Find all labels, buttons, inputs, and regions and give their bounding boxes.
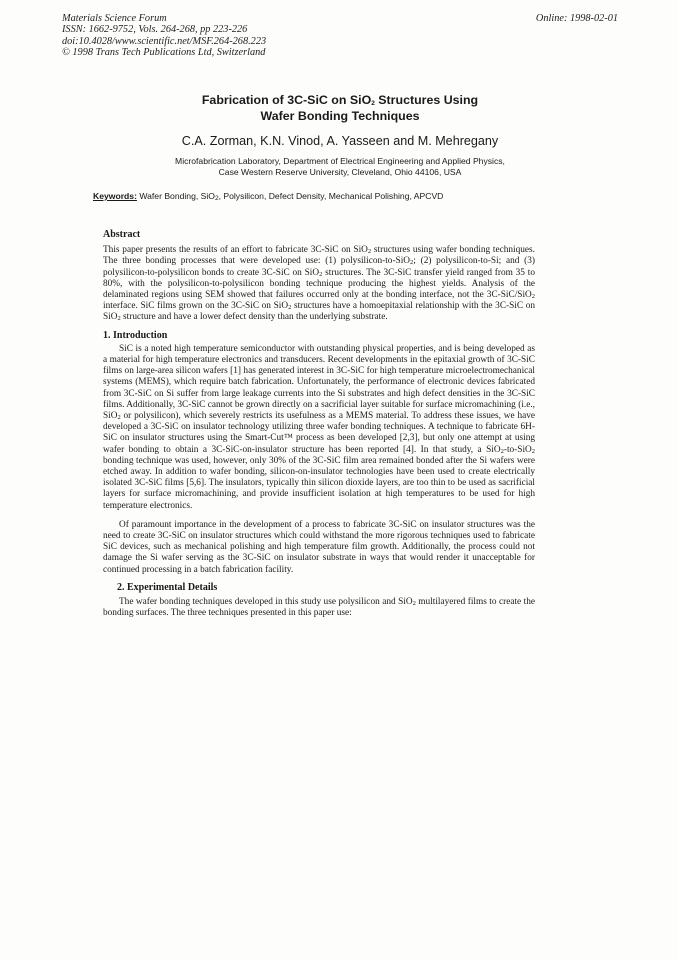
abstract-paragraph: This paper presents the results of an effort to fabricate 3C-SiC on SiO$_2$ structures using wafer bonding techniques. The three bonding processes that were developed use: (1) polysilicon-to-SiO$_2$; (2) polysilicon-to-Si; and (3) polysilicon-to-polysilicon bonds to create 3C-SiC on SiO$_2$ structures. The 3C-SiC transfer yield ranged from 35 to 80%, with the polysilicon-to-polysilicon bonding technique producing the highest yields. Analysis of the delaminated regions using SEM showed that failures occurred only at the bonding interface, not the 3C-SiC/SiO$_2$ interface. SiC films grown on the 3C-SiC on SiO$_2$ structures have a homoepitaxial relationship with the 3C-SiC on SiO$_2$ structure and have a lower defect density than the underlying substrate.	[103, 245, 536, 323]
doi-line[interactable]: doi:10.4028/www.scientific.net/MSF.264-268.223	[62, 35, 267, 47]
experimental-heading: 2. Experimental Details	[117, 581, 218, 593]
author-list: C.A. Zorman, K.N. Vinod, A. Yasseen and M. Mehregany	[181, 134, 499, 148]
journal-header	[62, 13, 618, 59]
journal-name: Materials Science Forum	[62, 13, 167, 24]
paper-title: Fabrication of 3C-SiC on SiO$_2$ Structures Using Wafer Bonding Techniques	[201, 93, 479, 123]
affiliation: Microfabrication Laboratory, Department of Electrical Engineering and Applied Physics, Case Western Reserve University, Cleveland, Ohio 44106, USA	[175, 156, 505, 177]
intro-paragraph-2: Of paramount importance in the development of a process to fabricate 3C-SiC on insulator structures was the need to create 3C-SiC on insulator structures which could withstand the more rigorous techniques used to fabricate SiC devices, such as mechanical polishing and high temperature film growth. Additionally, the process could not damage the Si wafer serving as the 3C-SiC on insulator substrate in ways that would render it unacceptable for continued processing in a batch fabrication facility.	[103, 519, 535, 575]
keywords-label: Keywords:	[93, 191, 137, 201]
introduction-heading: 1. Introduction	[103, 329, 168, 341]
experimental-paragraph-1: The wafer bonding techniques developed in this study use polysilicon and SiO$_2$ multilayered films to create the bonding surfaces. The three techniques presented in this paper use:	[103, 597, 535, 619]
issn-line: ISSN: 1662-9752, Vols. 264-268, pp 223-226	[62, 24, 248, 36]
online-date: Online: 1998-02-01	[535, 13, 618, 24]
copyright-line: © 1998 Trans Tech Publications Ltd, Switzerland	[62, 47, 266, 59]
paper-body	[103, 229, 535, 620]
intro-paragraph-1: SiC is a noted high temperature semiconductor with outstanding physical properties, and is being developed as a material for high temperature electronics and transducers. Recent developments in the epitaxial growth of 3C-SiC films on large-area silicon wafers [1] has generated interest in 3C-SiC for high temperature microelectromechanical systems (MEMS), which require batch fabrication. Unfortunately, the performance of electronic devices fabricated from 3C-SiC on Si suffer from large leakage currents into the Si substrates and high defect densities in the 3C-SiC films. Additionally, 3C-SiC cannot be grown directly on a sacrificial layer suitable for surface micromachining (i.e., SiO$_2$ or polysilicon), which severely restricts its usefulness as a MEMS material. To address these issues, we have developed a 3C-SiC on insulator technology utilizing three wafer bonding techniques. A technique to fabricate 6H-SiC on insulator structures using the Smart-Cut™ process as been developed [2,3], but only one attempt at using wafer bonding to obtain a 3C-SiC-on-insulator structure has been reported [4]. In that study, a SiO$_2$-to-SiO$_2$ bonding technique was used, however, only 30% of the 3C-SiC film area remained bonded after the Si wafers were etched away. In addition to wafer bonding, silicon-on-insulator technologies have been used to create electrically isolated 3C-SiC films [5,6]. The insulators, typically thin silicon dioxide layers, are too thin to be used as sacrificial layers for surface micromachining, and provide insufficient isolation at high temperatures to be used for high temperature electronics.	[103, 343, 535, 511]
abstract-heading: Abstract	[103, 229, 141, 240]
keywords-line: Keywords: Wafer Bonding, SiO$_2$, Polysilicon, Defect Density, Mechanical Polishing, APCVD	[93, 191, 444, 202]
